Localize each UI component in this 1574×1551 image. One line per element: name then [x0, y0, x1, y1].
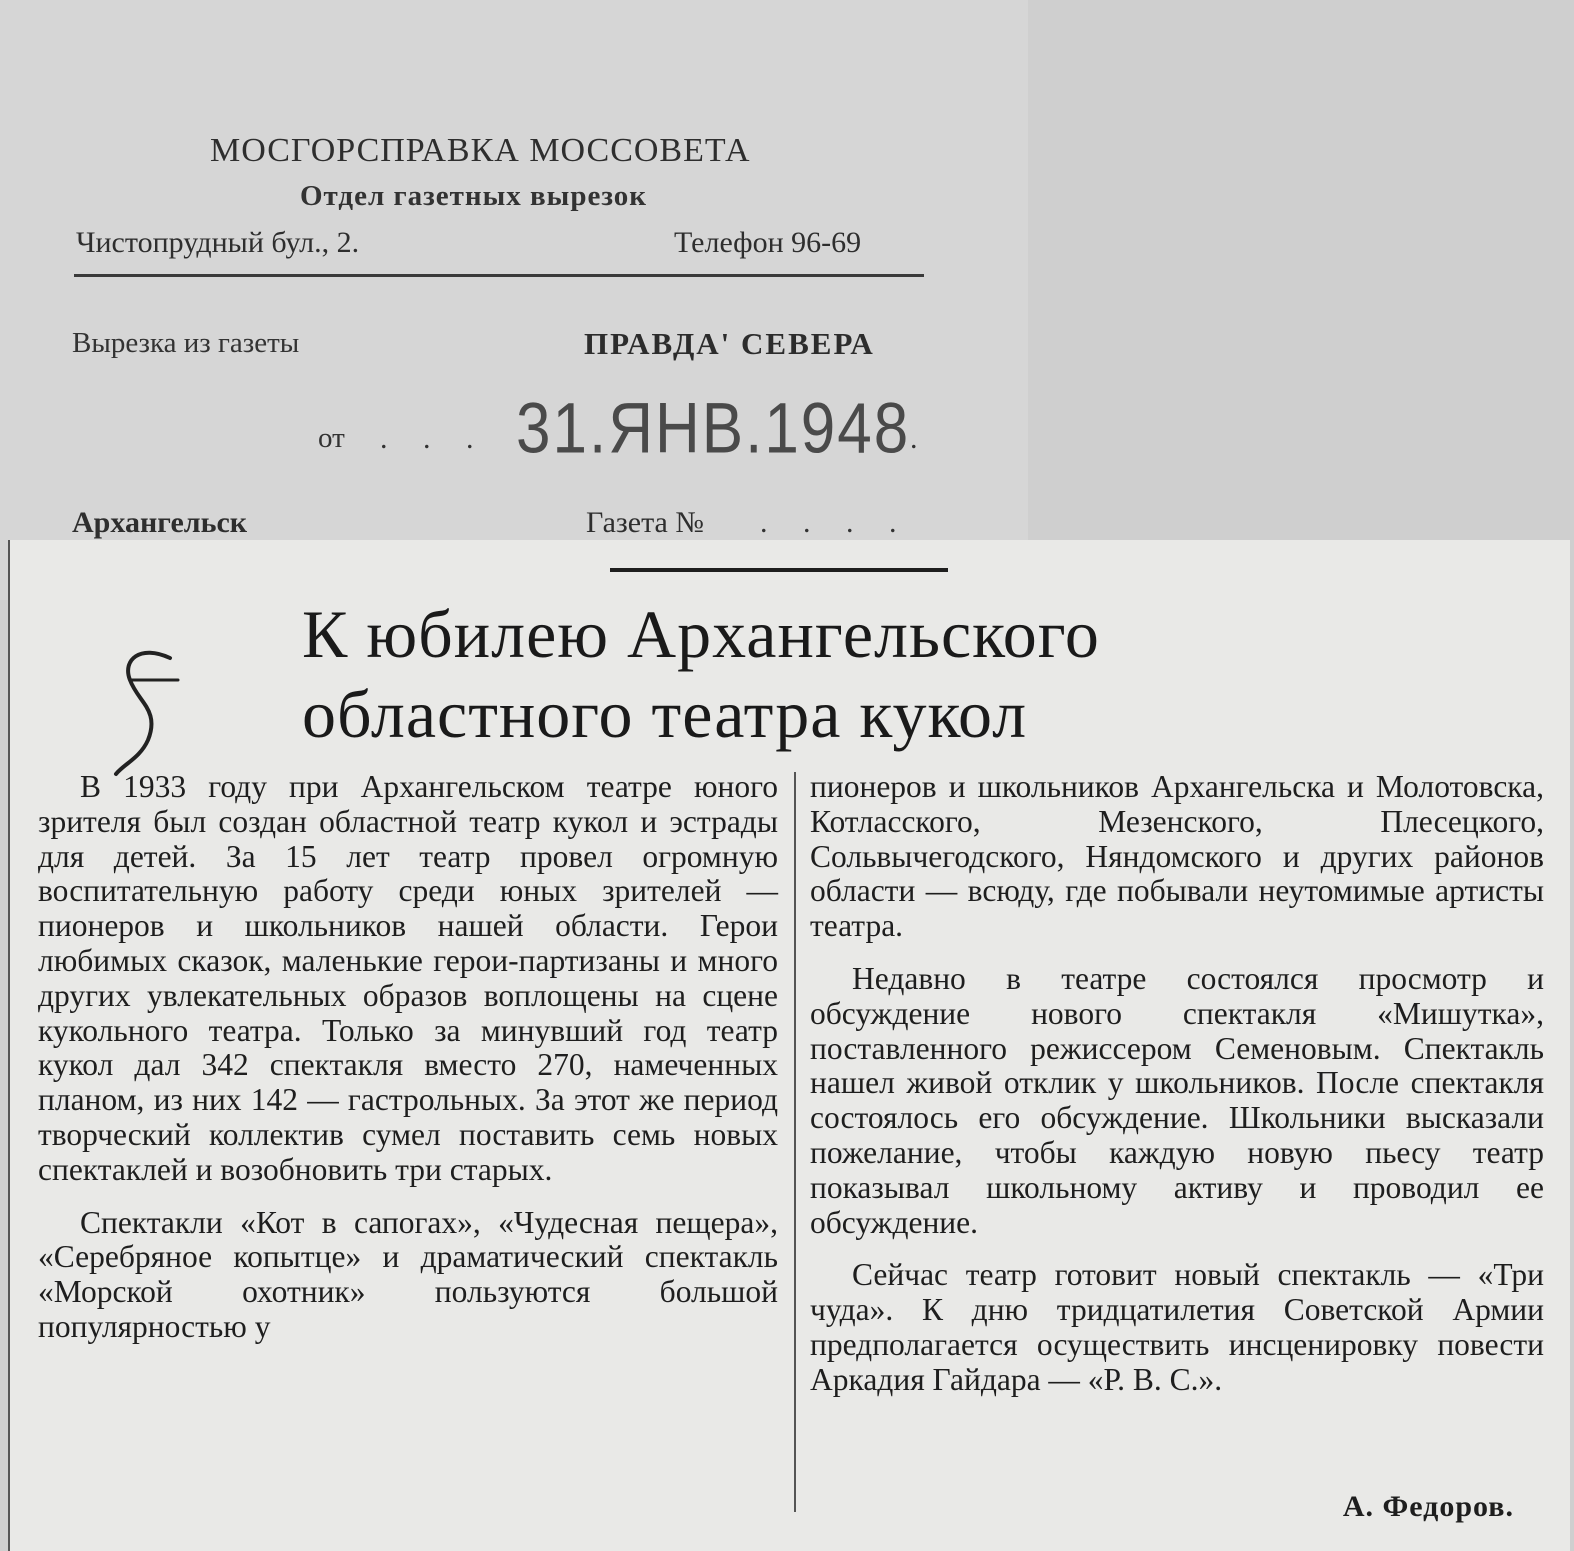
from-label: от — [318, 422, 345, 454]
header-divider — [74, 274, 924, 277]
author-signature: А. Федоров. — [1342, 1490, 1514, 1523]
newspaper-clipping — [8, 540, 1570, 1551]
article-left-column — [38, 770, 778, 1363]
column-divider — [794, 772, 796, 1512]
paragraph: Недавно в театре состоялся просмотр и обсуждение нового спектакля «Мишутка», поставленного режиссером Семеновым. Спектакль нашел живой отклик у школьников. После спектакля состоялось его обсуждение. Школьники высказали пожелание, чтобы каждую новую пьесу театр показывал школьному активу и проводил ее обсуждение. — [810, 960, 1544, 1240]
department-name: Отдел газетных вырезок — [300, 180, 648, 212]
newspaper-name: ПРАВДА' СЕВЕРА — [584, 326, 875, 361]
paragraph: В 1933 году при Архангельском театре юного зрителя был создан областной театр кукол и эстрады для детей. За 15 лет театр провел огромную воспитательную работу среди юных зрителей — пионеров и школьников нашей области. Герои любимых сказок, маленькие герои-партизаны и много других увлекательных образов воплощены на сцене кукольного театра. Только за минувший год театр кукол дал 342 спектакля вместо 270, намеченных планом, из них 142 — гастрольных. За этот же период творческий коллектив сумел поставить семь новых спектаклей и возобновить три старых. — [38, 769, 778, 1187]
clipping-top-rule — [610, 568, 948, 572]
clipping-service-form — [0, 0, 1028, 600]
dotted-leader: . . . . — [760, 506, 911, 539]
cutting-label: Вырезка из газеты — [72, 327, 300, 359]
paragraph: пионеров и школьников Архангельска и Молотовска, Котласского, Мезенского, Плесецкого, Сольвычегодского, Няндомского и других районов области — всюду, где побывали неутомимые артисты театра. — [810, 769, 1544, 944]
headline-line-2: областного театра кукол — [302, 676, 1028, 752]
agency-phone: Телефон 96-69 — [674, 226, 862, 259]
pencil-mark-icon — [100, 640, 190, 780]
article-right-column — [810, 770, 1544, 1416]
city-name: Архангельск — [72, 506, 248, 539]
dotted-leader: . . . — [380, 422, 488, 455]
paragraph: Сейчас театр готовит новый спектакль — «Три чуда». К дню тридцатилетия Советской Армии предполагается осуществить инсценировку повести Аркадия Гайдара — «Р. В. С.». — [810, 1257, 1544, 1397]
article-headline — [302, 594, 1302, 754]
issue-label: Газета № — [586, 506, 704, 539]
dotted-leader: . — [910, 422, 932, 455]
agency-title: МОСГОРСПРАВКА МОССОВЕТА — [210, 132, 751, 169]
paragraph: Спектакли «Кот в сапогах», «Чудесная пещера», «Серебряное копытце» и драматический спектакль «Морской охотник» пользуются большой популярностью у — [38, 1204, 778, 1344]
agency-address: Чистопрудный бул., 2. — [76, 226, 360, 259]
headline-line-1: К юбилею Архангельского — [302, 596, 1100, 672]
date-stamp: 31.ЯНВ.1948 — [516, 389, 911, 469]
